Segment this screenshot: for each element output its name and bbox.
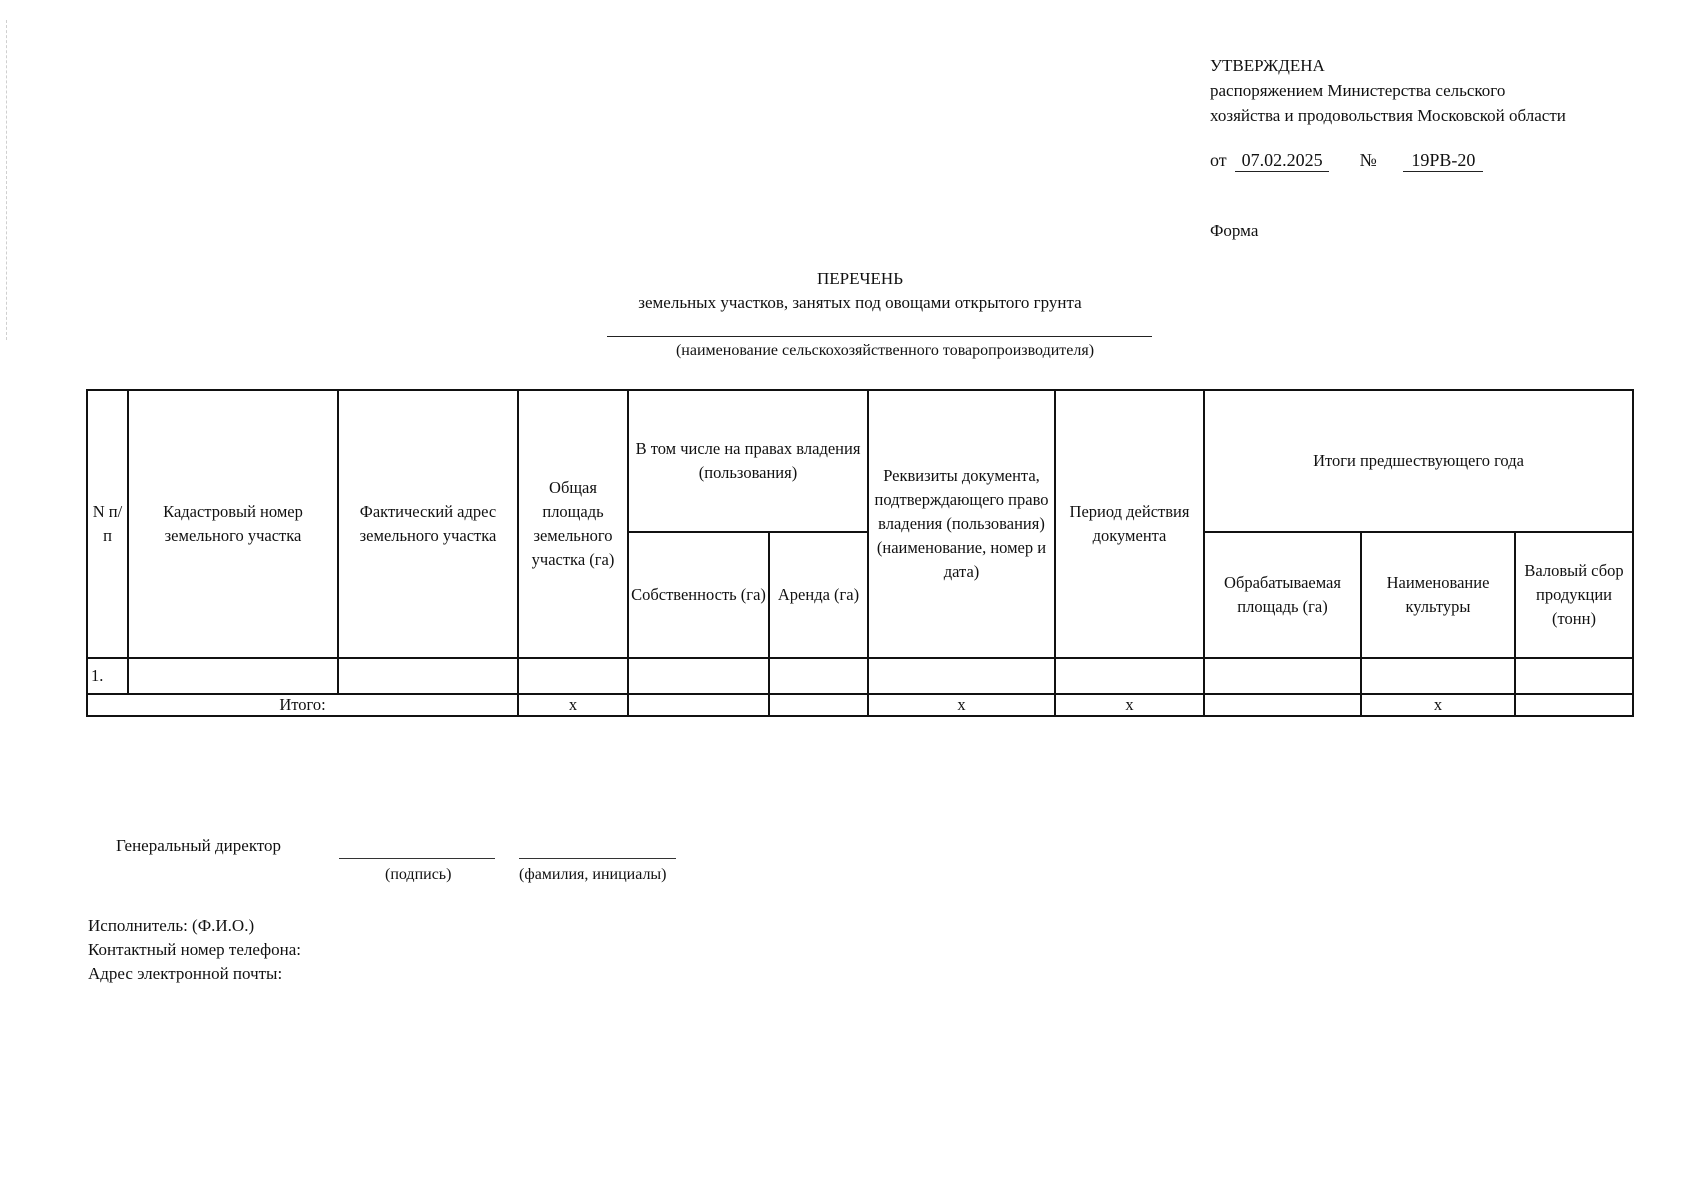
date-prefix: от [1210,150,1227,170]
phone-label: Контактный номер телефона: [88,940,302,959]
producer-name-caption: (наименование сельскохозяйственного товаропроизводителя) [675,342,1095,359]
header-rights-group: В том числе на правах владения (пользования) [628,390,868,532]
header-lease: Аренда (га) [769,532,868,658]
approval-line-3: хозяйства и продовольствия Московской области [1210,106,1566,125]
approval-line-2: распоряжением Министерства сельского [1210,81,1506,100]
header-document: Реквизиты документа, подтверждающего право владения (пользования) (наименование, номер и дата) [868,390,1055,658]
total-document-mark: x [868,694,1055,716]
full-name-line [519,858,676,859]
executor-label: Исполнитель: (Ф.И.О.) [88,916,255,935]
number-prefix: № [1359,150,1377,170]
cell-lease [769,658,868,694]
cell-period [1055,658,1204,694]
email-label: Адрес электронной почты: [88,964,283,983]
contacts-block [88,914,301,986]
cell-num: 1. [87,658,128,694]
signature-line [339,858,495,859]
approval-title: УТВЕРЖДЕНА [1210,56,1325,75]
total-crop-mark: x [1361,694,1515,716]
total-label: Итого: [87,694,518,716]
cell-cultivated [1204,658,1361,694]
document-title: ПЕРЕЧЕНЬ [817,269,903,288]
header-total-area: Общая площадь земельного участка (га) [518,390,628,658]
land-plots-table [86,389,1634,717]
header-harvest: Валовый сбор продукции (тонн) [1515,532,1633,658]
total-cultivated [1204,694,1361,716]
form-label: Форма [1210,221,1259,240]
header-address: Фактический адрес земельного участка [338,390,518,658]
full-name-caption: (фамилия, инициалы) [519,866,667,883]
order-date: 07.02.2025 [1235,150,1329,172]
total-period-mark: x [1055,694,1204,716]
signatory-title: Генеральный директор [116,836,282,855]
cell-total-area [518,658,628,694]
total-harvest [1515,694,1633,716]
header-row-1 [87,390,1633,532]
total-lease [769,694,868,716]
header-cadastral: Кадастровый номер земельного участка [128,390,338,658]
producer-name-line [607,336,1152,337]
cell-address [338,658,518,694]
cell-document [868,658,1055,694]
approval-block [1210,53,1566,128]
document-subtitle: земельных участков, занятых под овощами открытого грунта [638,293,1082,312]
header-prev-year-group: Итоги предшествующего года [1204,390,1633,532]
cell-cadastral [128,658,338,694]
header-ownership: Собственность (га) [628,532,769,658]
total-row [87,694,1633,716]
signature-caption: (подпись) [385,866,452,883]
cell-ownership [628,658,769,694]
cell-harvest [1515,658,1633,694]
header-cultivated: Обрабатываемая площадь (га) [1204,532,1361,658]
cell-crop [1361,658,1515,694]
total-area-mark: x [518,694,628,716]
order-date-number [1210,150,1483,172]
scan-edge-mark [6,20,8,340]
table-row [87,658,1633,694]
total-ownership [628,694,769,716]
header-crop: Наименование культуры [1361,532,1515,658]
order-number: 19РВ-20 [1403,150,1483,172]
header-num: N п/п [87,390,128,658]
header-period: Период действия документа [1055,390,1204,658]
